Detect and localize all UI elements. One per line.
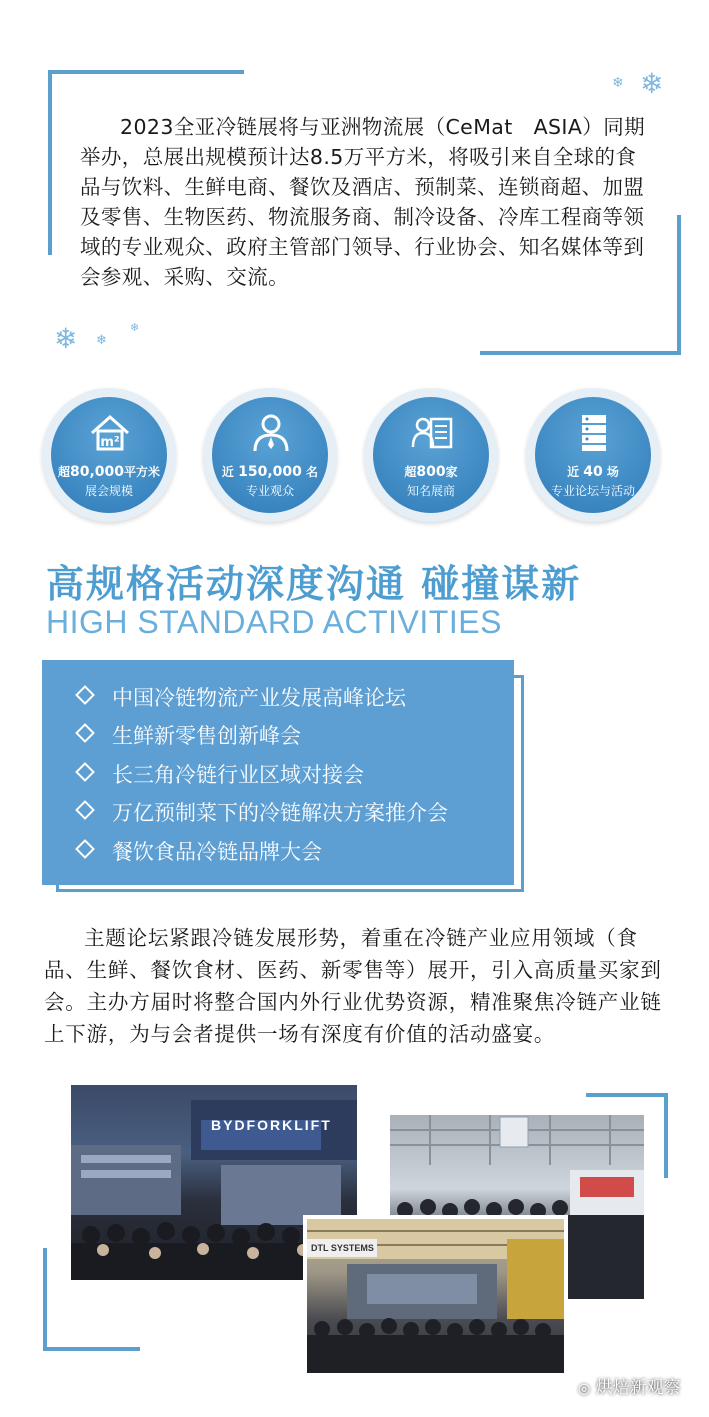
intro-paragraph: 2023全亚冷链展将与亚洲物流展（CeMat ASIA）同期举办，总展出规模预计达8.5万平方米，将吸引来自全球的食品与饮料、生鲜电商、餐饮及酒店、预制菜、连锁商超、加盟及零售、生物医药、物流服务商、制冷设备、冷库工程商等领域的专业观众、政府主管部门领导、行业协会、知名媒体等到会参观、采购、交流。 <box>80 115 645 289</box>
booth-sign: DTL SYSTEMS <box>311 1243 374 1253</box>
exhibitor-icon <box>411 413 453 453</box>
intro-frame-right <box>677 215 681 355</box>
person-icon <box>250 413 292 453</box>
wechat-icon: ◎ <box>578 1381 591 1397</box>
watermark-text: 烘焙新观察 <box>595 1378 681 1398</box>
photo-frame-left <box>43 1248 47 1350</box>
activity-label: 中国冷链物流产业发展高峰论坛 <box>112 686 406 710</box>
snowflake-icon: ❄ <box>612 75 624 91</box>
snowflake-icon: ❄ <box>96 333 107 348</box>
stat-exhibition-area <box>42 388 176 522</box>
diamond-bullet-icon <box>75 800 95 820</box>
diamond-bullet-icon <box>75 685 95 705</box>
stat-label: 专业观众 <box>245 484 294 498</box>
list-item <box>78 759 364 789</box>
diamond-bullet-icon <box>75 723 95 743</box>
diamond-bullet-icon <box>75 762 95 782</box>
stat-prefix: 近 <box>567 465 584 479</box>
house-icon <box>89 413 131 453</box>
section-title: 高规格活动深度沟通 碰撞谋新 <box>46 562 582 606</box>
diamond-bullet-icon <box>75 839 95 859</box>
stat-suffix: 场 <box>602 465 619 479</box>
list-item <box>78 682 406 712</box>
stat-prefix: 超 <box>57 465 70 479</box>
server-icon <box>573 413 615 453</box>
booth-sign: BYDFORKLIFT <box>211 1117 332 1133</box>
stat-forums <box>526 388 660 522</box>
stat-prefix: 超 <box>404 465 417 479</box>
stat-number: 40 <box>583 464 603 480</box>
photo-frame-top-right <box>586 1093 668 1097</box>
intro-frame-left <box>48 70 52 255</box>
activities-list <box>42 660 514 885</box>
expo-photo-3 <box>303 1215 568 1377</box>
list-item <box>78 797 448 827</box>
stat-number: 800 <box>416 464 446 480</box>
snowflake-icon: ❄ <box>130 321 140 334</box>
intro-frame-bottom <box>480 351 681 355</box>
intro-frame-top <box>48 70 244 74</box>
snowflake-icon: ❄ <box>54 322 78 355</box>
body-paragraph: 主题论坛紧跟冷链发展形势，着重在冷链产业应用领域（食品、生鲜、餐饮食材、医药、新零售等）展开，引入高质量买家到会。主办方届时将整合国内外行业优势资源，精准聚焦冷链产业链上下游，为与会者提供一场有深度有价值的活动盛宴。 <box>44 926 662 1046</box>
photo-frame-bottom <box>43 1347 140 1351</box>
stat-label: 专业论坛与活动 <box>550 484 635 498</box>
list-item <box>78 836 322 866</box>
stat-suffix: 名 <box>301 465 319 479</box>
activity-label: 餐饮食品冷链品牌大会 <box>112 840 322 864</box>
watermark <box>578 1373 681 1398</box>
activity-label: 生鲜新零售创新峰会 <box>112 724 301 748</box>
svg-text:m²: m² <box>100 435 120 450</box>
stat-exhibitors <box>364 388 498 522</box>
stat-suffix: 平方米 <box>124 465 161 479</box>
stat-number: 150,000 <box>238 464 302 480</box>
photo-frame-right <box>664 1093 668 1178</box>
activity-label: 万亿预制菜下的冷链解决方案推介会 <box>112 801 448 825</box>
stat-label: 知名展商 <box>406 484 455 498</box>
stat-prefix: 近 <box>221 465 239 479</box>
list-item <box>78 720 301 750</box>
stat-visitors <box>203 388 337 522</box>
stat-label: 展会规模 <box>84 484 133 498</box>
stat-suffix: 家 <box>445 465 458 479</box>
snowflake-icon: ❄ <box>640 67 664 100</box>
activity-label: 长三角冷链行业区域对接会 <box>112 763 364 787</box>
section-title-en: HIGH STANDARD ACTIVITIES <box>46 604 502 640</box>
stat-number: 80,000 <box>69 464 125 480</box>
